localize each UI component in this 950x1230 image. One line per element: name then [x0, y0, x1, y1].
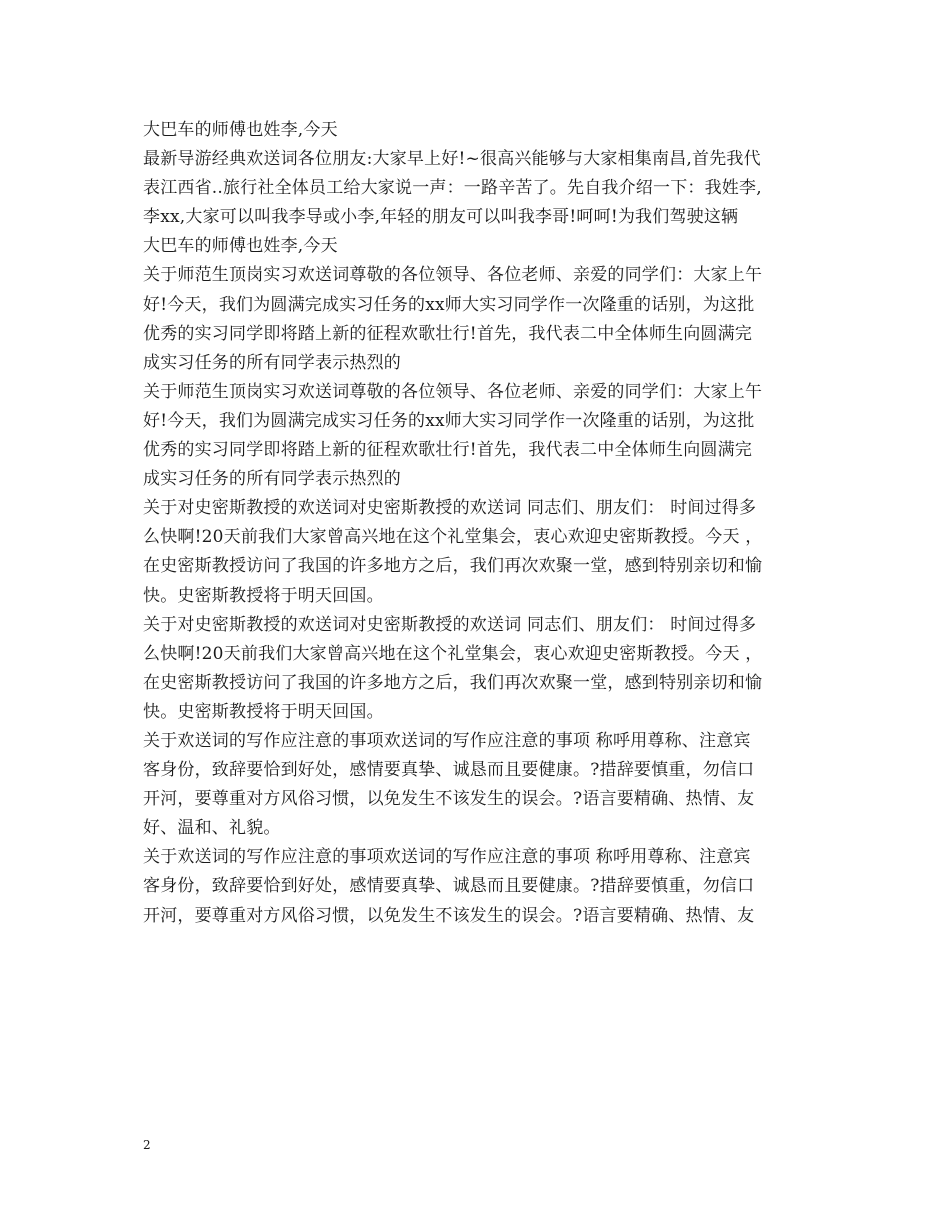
text-line: 开河，要尊重对方风俗习惯，以免发生不该发生的误会。?语言要精确、热情、友 — [143, 905, 755, 926]
text-line: 好!今天，我们为圆满完成实习任务的xx师大实习同学作一次隆重的话别，为这批 — [143, 294, 755, 315]
text-line: 么快啊!20天前我们大家曾高兴地在这个礼堂集会，衷心欢迎史密斯教授。今天 ， — [143, 643, 763, 664]
text-line: 好!今天，我们为圆满完成实习任务的xx师大实习同学作一次隆重的话别，为这批 — [143, 410, 755, 431]
text-line: 优秀的实习同学即将踏上新的征程欢歌壮行!首先，我代表二中全体师生向圆满完 — [143, 323, 753, 344]
document-body — [143, 116, 823, 931]
page-number: 2 — [143, 1138, 151, 1152]
text-line: 开河，要尊重对方风俗习惯，以免发生不该发生的误会。?语言要精确、热情、友 — [143, 789, 755, 810]
text-line: 关于对史密斯教授的欢送词对史密斯教授的欢送词 同志们、朋友们： 时间过得多 — [143, 498, 757, 519]
text-line: 客身份，致辞要恰到好处，感情要真挚、诚恳而且要健康。?措辞要慎重，勿信口 — [143, 876, 755, 897]
text-line: 客身份，致辞要恰到好处，感情要真挚、诚恳而且要健康。?措辞要慎重，勿信口 — [143, 760, 755, 781]
text-line: 李xx,大家可以叫我李导或小李,年轻的朋友可以叫我李哥!呵呵!为我们驾驶这辆 — [143, 207, 739, 228]
text-line: 关于欢送词的写作应注意的事项欢送词的写作应注意的事项 称呼用尊称、注意宾 — [143, 730, 751, 751]
text-line: 优秀的实习同学即将踏上新的征程欢歌壮行!首先，我代表二中全体师生向圆满完 — [143, 440, 753, 461]
text-line: 在史密斯教授访问了我国的许多地方之后，我们再次欢聚一堂，感到特别亲切和愉 — [143, 672, 763, 693]
text-line: 成实习任务的所有同学表示热烈的 — [143, 469, 401, 490]
text-line: 快。史密斯教授将于明天回国。 — [143, 701, 384, 722]
text-line: 大巴车的师傅也姓李,今天 — [143, 236, 338, 257]
text-line: 表江西省..旅行社全体员工给大家说一声：一路辛苦了。先自我介绍一下：我姓李, — [143, 178, 762, 199]
text-line: 关于对史密斯教授的欢送词对史密斯教授的欢送词 同志们、朋友们： 时间过得多 — [143, 614, 757, 635]
text-line: 关于欢送词的写作应注意的事项欢送词的写作应注意的事项 称呼用尊称、注意宾 — [143, 847, 751, 868]
text-line: 关于师范生顶岗实习欢送词尊敬的各位领导、各位老师、亲爱的同学们：大家上午 — [143, 381, 763, 402]
text-line: 好、温和、礼貌。 — [143, 818, 281, 839]
text-line: 么快啊!20天前我们大家曾高兴地在这个礼堂集会，衷心欢迎史密斯教授。今天 ， — [143, 527, 763, 548]
text-line: 大巴车的师傅也姓李,今天 — [143, 120, 338, 140]
text-line: 关于师范生顶岗实习欢送词尊敬的各位领导、各位老师、亲爱的同学们：大家上午 — [143, 265, 763, 286]
text-line: 最新导游经典欢送词各位朋友:大家早上好!~很高兴能够与大家相集南昌,首先我代 — [143, 149, 761, 170]
text-line: 在史密斯教授访问了我国的许多地方之后，我们再次欢聚一堂，感到特别亲切和愉 — [143, 556, 763, 577]
text-line: 快。史密斯教授将于明天回国。 — [143, 585, 384, 606]
text-line: 成实习任务的所有同学表示热烈的 — [143, 352, 401, 373]
